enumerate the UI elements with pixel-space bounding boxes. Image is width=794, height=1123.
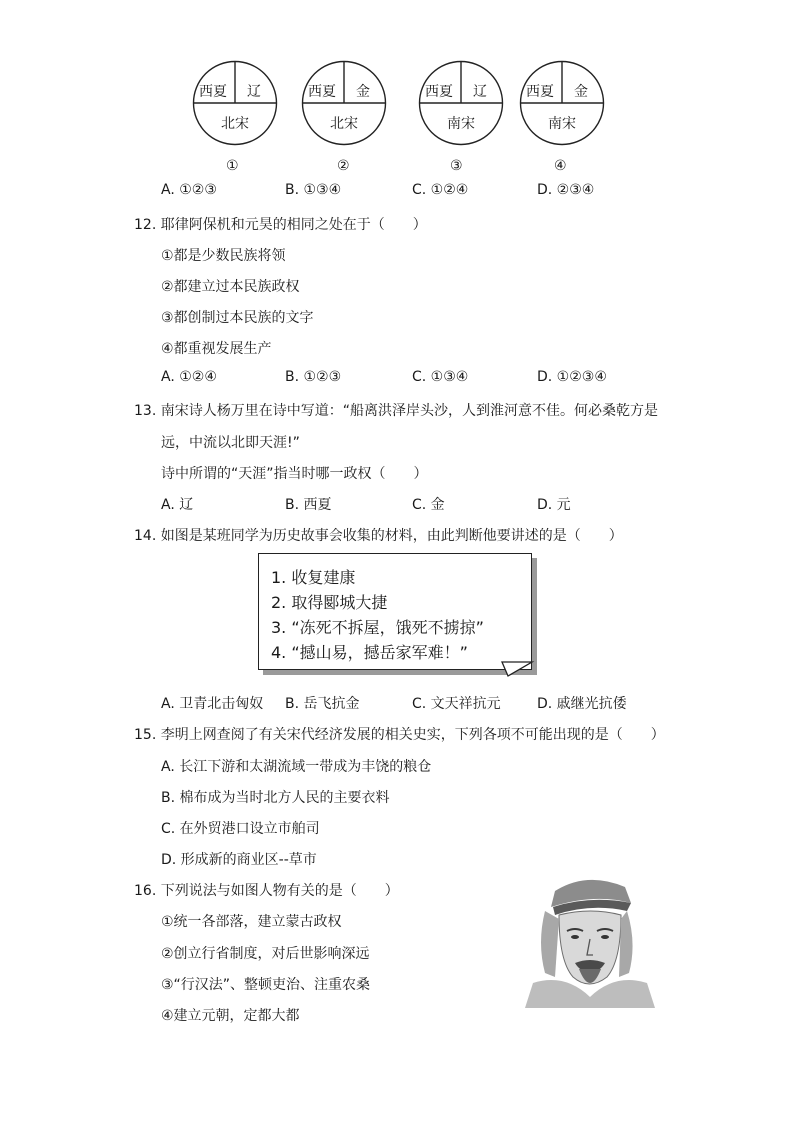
diagram-label-3: ③ bbox=[450, 158, 463, 174]
diagram-top-left: 西夏 bbox=[308, 84, 336, 100]
q13-option-a: A. 辽 bbox=[161, 497, 194, 513]
q16-item-1: ①统一各部落，建立蒙古政权 bbox=[161, 914, 342, 930]
diagram-label-4: ④ bbox=[554, 158, 567, 174]
q14-option-d: D. 戚继光抗倭 bbox=[537, 696, 627, 712]
q13-stem-line3: 诗中所谓的“天涯”指当时哪一政权（ ） bbox=[161, 466, 428, 482]
material-note-card bbox=[258, 553, 532, 670]
q16-item-2: ②创立行省制度，对后世影响深远 bbox=[161, 946, 370, 962]
q11-option-a: A. ①②③ bbox=[161, 182, 217, 198]
diagram-top-right: 金 bbox=[356, 84, 370, 100]
q12-stem: 12. 耶律阿保机和元昊的相同之处在于（ ） bbox=[134, 217, 427, 233]
q13-stem-line1: 13. 南宋诗人杨万里在诗中写道：“船离洪泽岸头沙，人到淮河意不佳。何必桑乾方是 bbox=[134, 403, 658, 419]
q15-option-d: D. 形成新的商业区--草市 bbox=[161, 852, 317, 868]
q13-stem-line2: 远，中流以北即天涯!” bbox=[161, 435, 300, 451]
q12-option-c: C. ①③④ bbox=[412, 369, 469, 385]
diagram-top-right: 金 bbox=[574, 84, 588, 100]
diagram-bottom: 南宋 bbox=[548, 116, 576, 132]
q13-option-c: C. 金 bbox=[412, 497, 445, 513]
q12-option-a: A. ①②④ bbox=[161, 369, 217, 385]
diagram-top-left: 西夏 bbox=[425, 84, 453, 100]
q16-stem: 16. 下列说法与如图人物有关的是（ ） bbox=[134, 883, 399, 899]
page-curl-icon bbox=[500, 660, 536, 678]
q12-item-3: ③都创制过本民族的文字 bbox=[161, 310, 314, 326]
q15-stem: 15. 李明上网查阅了有关宋代经济发展的相关史实，下列各项不可能出现的是（ ） bbox=[134, 727, 665, 743]
q12-item-4: ④都重视发展生产 bbox=[161, 341, 272, 357]
diagram-label-2: ② bbox=[337, 158, 350, 174]
q12-item-1: ①都是少数民族将领 bbox=[161, 248, 286, 264]
q12-option-b: B. ①②③ bbox=[285, 369, 342, 385]
q12-option-d: D. ①②③④ bbox=[537, 369, 607, 385]
q13-option-b: B. 西夏 bbox=[285, 497, 332, 513]
circle-diagram-shape bbox=[301, 60, 387, 146]
diagram-label-1: ① bbox=[226, 158, 239, 174]
diagram-top-left: 西夏 bbox=[199, 84, 227, 100]
q15-option-c: C. 在外贸港口设立市舶司 bbox=[161, 821, 320, 837]
q16-item-4: ④建立元朝，定都大都 bbox=[161, 1008, 300, 1024]
q15-option-b: B. 棉布成为当时北方人民的主要衣料 bbox=[161, 790, 390, 806]
diagram-top-left: 西夏 bbox=[526, 84, 554, 100]
q14-stem: 14. 如图是某班同学为历史故事会收集的材料，由此判断他要讲述的是（ ） bbox=[134, 528, 623, 544]
diagram-2 bbox=[301, 60, 387, 146]
q13-option-d: D. 元 bbox=[537, 497, 571, 513]
diagram-bottom: 南宋 bbox=[447, 116, 475, 132]
diagram-3 bbox=[418, 60, 504, 146]
q15-option-a: A. 长江下游和太湖流域一带成为丰饶的粮仓 bbox=[161, 759, 432, 775]
q14-option-b: B. 岳飞抗金 bbox=[285, 696, 360, 712]
diagram-1 bbox=[192, 60, 278, 146]
diagram-bottom: 北宋 bbox=[221, 116, 249, 132]
circle-diagram-shape bbox=[519, 60, 605, 146]
diagram-top-right: 辽 bbox=[473, 84, 487, 100]
note-line-1: 1. 收复建康 bbox=[271, 568, 356, 587]
q12-item-2: ②都建立过本民族政权 bbox=[161, 279, 300, 295]
q11-option-d: D. ②③④ bbox=[537, 182, 595, 198]
note-line-3: 3. “冻死不拆屋，饿死不掳掠” bbox=[271, 618, 484, 637]
note-line-2: 2. 取得郾城大捷 bbox=[271, 593, 388, 612]
q14-option-c: C. 文天祥抗元 bbox=[412, 696, 501, 712]
q14-option-a: A. 卫青北击匈奴 bbox=[161, 696, 264, 712]
q16-item-3: ③“行汉法”、整顿吏治、注重农桑 bbox=[161, 977, 371, 993]
diagram-bottom: 北宋 bbox=[330, 116, 358, 132]
note-line-4: 4. “撼山易，撼岳家军难！” bbox=[271, 643, 468, 662]
circle-diagram-shape bbox=[192, 60, 278, 146]
diagram-top-right: 辽 bbox=[247, 84, 261, 100]
circle-diagram-shape bbox=[418, 60, 504, 146]
q11-option-c: C. ①②④ bbox=[412, 182, 469, 198]
historical-portrait-image bbox=[515, 873, 660, 1008]
diagram-4 bbox=[519, 60, 605, 146]
q11-option-b: B. ①③④ bbox=[285, 182, 342, 198]
